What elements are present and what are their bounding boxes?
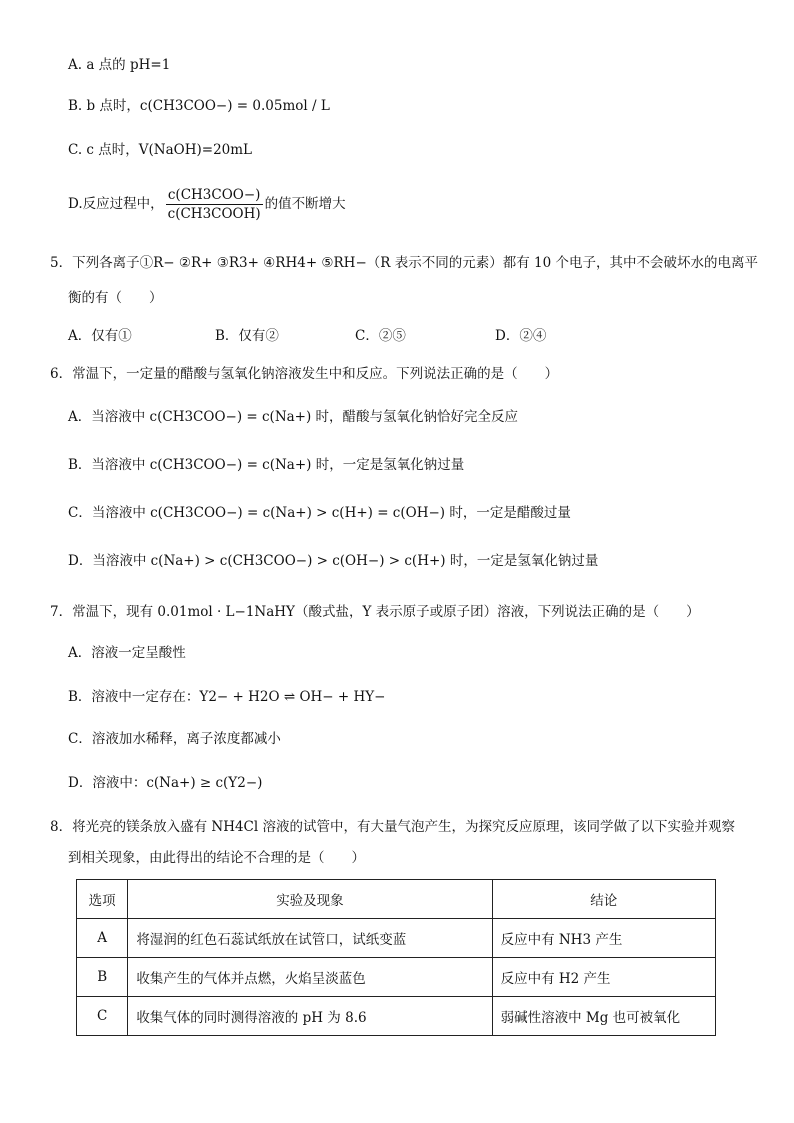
table-cell-conclusion: 反应中有 H2 产生 [492,958,715,997]
q5-option-d: D．②④ [495,328,547,344]
table-cell-option: B [77,958,128,997]
table-header-option: 选项 [77,880,128,919]
table-cell-conclusion: 反应中有 NH3 产生 [492,919,715,958]
table-row [77,997,716,1036]
q7-option-a: A．溶液一定呈酸性 [68,645,186,661]
table-header-experiment: 实验及现象 [128,880,492,919]
table-cell-option: A [77,919,128,958]
q4-option-c: C. c 点时，V(NaOH)=20mL [68,142,253,158]
q4-option-d-fraction [166,186,263,223]
q6-option-c: C．当溶液中 c(CH3COO−) = c(Na+) > c(H+) = c(OH−) 时，一定是醋酸过量 [68,505,571,521]
q4-option-d [68,184,346,224]
q8-stem-line2: 到相关现象，由此得出的结论不合理的是（ ） [68,850,365,866]
table-cell-option: C [77,997,128,1036]
q8-stem-line1: 8．将光亮的镁条放入盛有 NH4Cl 溶液的试管中，有大量气泡产生，为探究反应原理，该同学做了以下实验并观察 [50,819,735,835]
q6-option-d: D．当溶液中 c(Na+) > c(CH3COO−) > c(OH−) > c(H+) 时，一定是氢氧化钠过量 [68,553,599,569]
q4-option-a: A. a 点的 pH=1 [68,57,171,73]
table-row [77,958,716,997]
table-cell-experiment: 收集产生的气体并点燃，火焰呈淡蓝色 [128,958,492,997]
fraction-numerator: c(CH3COO−) [166,186,263,205]
q5-option-a: A．仅有① [68,328,132,344]
q6-option-b: B．当溶液中 c(CH3COO−) = c(Na+) 时，一定是氢氧化钠过量 [68,457,465,473]
experiment-table [76,879,716,1036]
q5-stem-line1: 5．下列各离子①R− ②R+ ③R3+ ④RH4+ ⑤RH−（R 表示不同的元素）都有 10 个电子，其中不会破坏水的电离平 [50,255,758,271]
table-cell-experiment: 收集气体的同时测得溶液的 pH 为 8.6 [128,997,492,1036]
table-cell-experiment: 将湿润的红色石蕊试纸放在试管口，试纸变蓝 [128,919,492,958]
q5-option-c: C．②⑤ [355,328,406,344]
q7-option-b: B．溶液中一定存在：Y2− + H2O ⇌ OH− + HY− [68,689,386,705]
q4-option-d-suffix: 的值不断增大 [264,196,346,212]
q5-stem-line2: 衡的有（ ） [68,290,163,306]
q6-option-a: A．当溶液中 c(CH3COO−) = c(Na+) 时，醋酸与氢氧化钠恰好完全反应 [68,409,519,425]
fraction-denominator: c(CH3COOH) [167,206,261,222]
q5-option-b: B．仅有② [215,328,279,344]
q7-option-d: D．溶液中：c(Na+) ≥ c(Y2−) [68,775,263,791]
q7-stem: 7．常温下，现有 0.01mol · L−1NaHY（酸式盐，Y 表示原子或原子团）溶液，下列说法正确的是（ ） [50,604,700,620]
table-row [77,919,716,958]
q7-option-c: C．溶液加水稀释，离子浓度都减小 [68,731,281,747]
q4-option-b: B. b 点时，c(CH3COO−) = 0.05mol / L [68,98,330,114]
q6-stem: 6．常温下，一定量的醋酸与氢氧化钠溶液发生中和反应。下列说法正确的是（ ） [50,366,559,382]
table-cell-conclusion: 弱碱性溶液中 Mg 也可被氧化 [492,997,715,1036]
q4-option-d-prefix: D.反应过程中， [68,196,164,212]
table-header-row [77,880,716,919]
table-header-conclusion: 结论 [492,880,715,919]
